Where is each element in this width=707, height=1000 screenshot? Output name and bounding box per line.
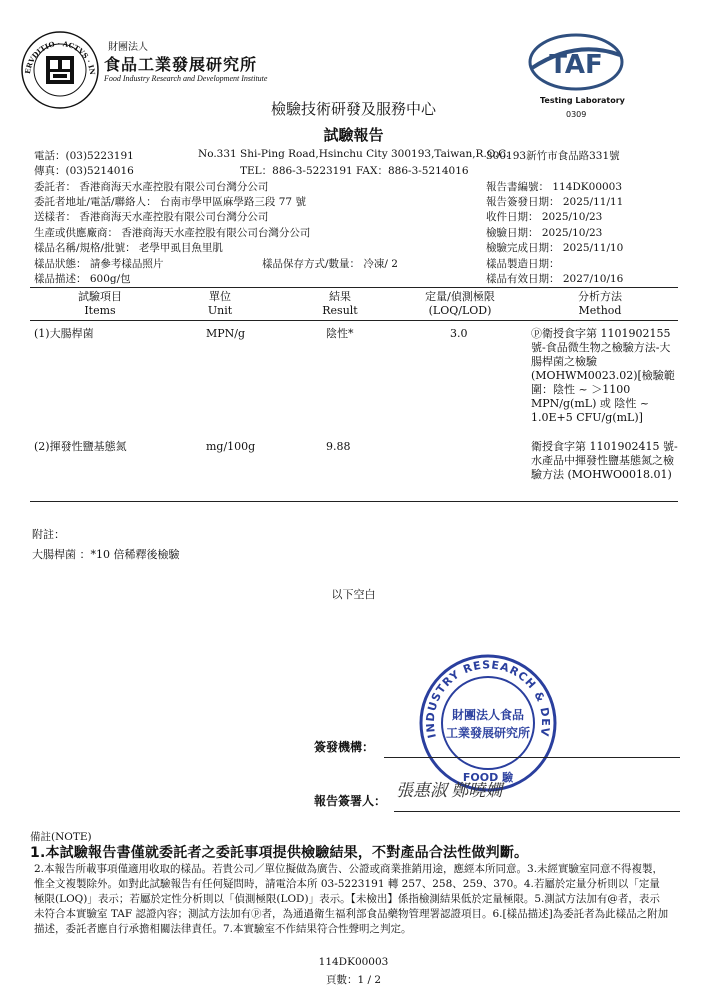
header-limit: 定量/偵測極限 (LOQ/LOD) <box>425 290 495 317</box>
official-stamp <box>418 653 558 793</box>
taf-lab-label: Testing Laboratory <box>540 96 625 105</box>
issuer-label: 簽發機構： <box>314 740 375 754</box>
header-method: 分析方法 Method <box>578 290 622 317</box>
blank-below: 以下空白 <box>331 588 376 601</box>
client: 委託者： 香港商海天水產控股有限公司台灣分公司 <box>34 181 269 193</box>
address-en: No.331 Shi-Ping Road,Hsinchu City 300193,Taiwan,R.O.C. <box>198 148 510 160</box>
svg-text:ERVDITIO · ACTVS · INITIVM · M: ERVDITIO · ACTVS · IN <box>23 38 98 76</box>
table-top-rule <box>30 287 678 288</box>
signer-signatures: 張惠淑 鄭曉嫺 <box>396 781 503 800</box>
taf-lab-number: 0309 <box>566 110 587 119</box>
issuer-line <box>384 757 680 758</box>
test-date: 檢驗日期： 2025/10/23 <box>486 227 603 239</box>
header-items: 試驗項目 Items <box>78 290 122 317</box>
manufacture-date: 樣品製造日期： <box>486 258 560 270</box>
svg-text:TAF: TAF <box>549 50 603 80</box>
received-date: 收件日期： 2025/10/23 <box>486 211 603 223</box>
table-bottom-rule <box>30 501 678 502</box>
institute-name-zh: 食品工業發展研究所 <box>104 55 258 74</box>
signer-line <box>394 811 680 812</box>
taf-logo <box>528 33 624 91</box>
sample-name: 樣品名稱/規格/批號： 老學甲虱目魚里肌 <box>34 242 223 254</box>
sample-storage: 樣品保存方式/數量： 冷凍/ 2 <box>262 258 398 270</box>
row2-result: 9.88 <box>326 440 351 453</box>
row1-method: ⓟ衛授食字第 1101902155 號-食品微生物之檢驗方法-大腸桿菌之檢驗 (MOHWM0023.02)[檢驗範圍：陰性 ~ ＞1100 MPN/g(mL) 或 陰性 ~ 1.0E+5 CFU/g(mL)] <box>531 327 675 424</box>
svg-text:工業發展研究所: 工業發展研究所 <box>445 726 531 740</box>
svg-text:FOOD 驗: FOOD 驗 <box>462 771 514 784</box>
header-unit: 單位 Unit <box>207 290 233 317</box>
completed-date: 檢驗完成日期： 2025/11/10 <box>486 242 624 254</box>
tel-fax-line: TEL：886-3-5223191 FAX：886-3-5214016 <box>240 165 469 177</box>
fax: 傳真：(03)5214016 <box>34 165 134 177</box>
svg-text:INDUSTRY RESEARCH & DEVELOPMEN: INDUSTRY RESEARCH & DEV <box>423 658 553 740</box>
table-header-rule <box>30 320 678 321</box>
phone: 電話：(03)5223191 <box>34 150 134 162</box>
row2-unit: mg/100g <box>206 440 256 453</box>
row1-unit: MPN/g <box>206 327 246 340</box>
report-number: 報告書編號： 114DK00003 <box>486 181 623 193</box>
issue-date: 報告簽發日期： 2025/11/11 <box>486 196 624 208</box>
footer-note-2: 2.本報告所載事項僅適用收取的樣品。若貴公司／單位擬做為廣告、公證或商業推銷用途，應經本所同意。3.未經實驗室同意不得複製，惟全文複製除外。如對此試驗報告有任何疑問時，請電洽本所 03-5223191 轉 257、258、259、370。4.若屬於定量分析則以「定量極限(LOQ)」表示；若屬於定性分析則以「偵測極限(LOD)」表示。【未檢出】係指檢測結果低於定量極限。5.測試方法加有@者，表示未符合本實驗室 TAF 認證內容；測試方法加有ⓟ者，為通過衛生福利部食品藥物管理署認證項目。6.[樣品描述]為委託者為此樣品之附加描述，委託者應自行承擔相關法律責任。7.本實驗室不作結果符合性聲明之判定。 <box>34 863 669 935</box>
svg-text:財團法人食品: 財團法人食品 <box>451 708 525 722</box>
manufacturer: 生產或供應廠商： 香港商海天水產控股有限公司台灣分公司 <box>34 227 311 239</box>
footer-page-number: 頁數：1 / 2 <box>325 974 382 986</box>
remarks-note: 大腸桿菌 ：*10 倍稀釋後檢驗 <box>32 548 180 561</box>
row2-item: (2)揮發性鹽基態氮 <box>34 440 127 453</box>
sample-description: 樣品描述： 600g/包 <box>34 273 131 285</box>
row1-limit: 3.0 <box>450 327 468 340</box>
sample-state: 樣品狀態： 請參考樣品照片 <box>34 258 164 270</box>
institute-name-en: Food Industry Research and Development Institute <box>104 74 268 83</box>
footer-report-number: 114DK00003 <box>318 956 389 968</box>
address-zh: 300193新竹市食品路331號 <box>486 150 620 162</box>
signer-label: 報告簽署人： <box>314 794 387 808</box>
submitter: 送樣者： 香港商海天水產控股有限公司台灣分公司 <box>34 211 269 223</box>
row1-item: (1)大腸桿菌 <box>34 327 94 340</box>
remarks-label: 附註： <box>32 528 65 541</box>
footer-note-1: 1.本試驗報告書僅就委託者之委託事項提供檢驗結果，不對產品合法性做判斷。 <box>30 845 529 861</box>
center-name: 檢驗技術研發及服務中心 <box>270 100 436 118</box>
row2-method: 衛授食字第 1101902415 號-水產品中揮發性鹽基態氮之檢驗方法 (MOHWO0018.01) <box>531 440 678 481</box>
expiry-date: 樣品有效日期： 2027/10/16 <box>486 273 624 285</box>
header-result: 結果 Result <box>322 290 358 317</box>
footer-remarks-label: 備註(NOTE) <box>30 831 92 843</box>
row1-result: 陰性* <box>326 327 354 340</box>
report-title: 試驗報告 <box>323 126 384 144</box>
institute-org-type: 財團法人 <box>108 42 148 53</box>
client-address: 委託者地址/電話/聯絡人： 台南市學甲區麻學路三段 77 號 <box>34 196 306 208</box>
